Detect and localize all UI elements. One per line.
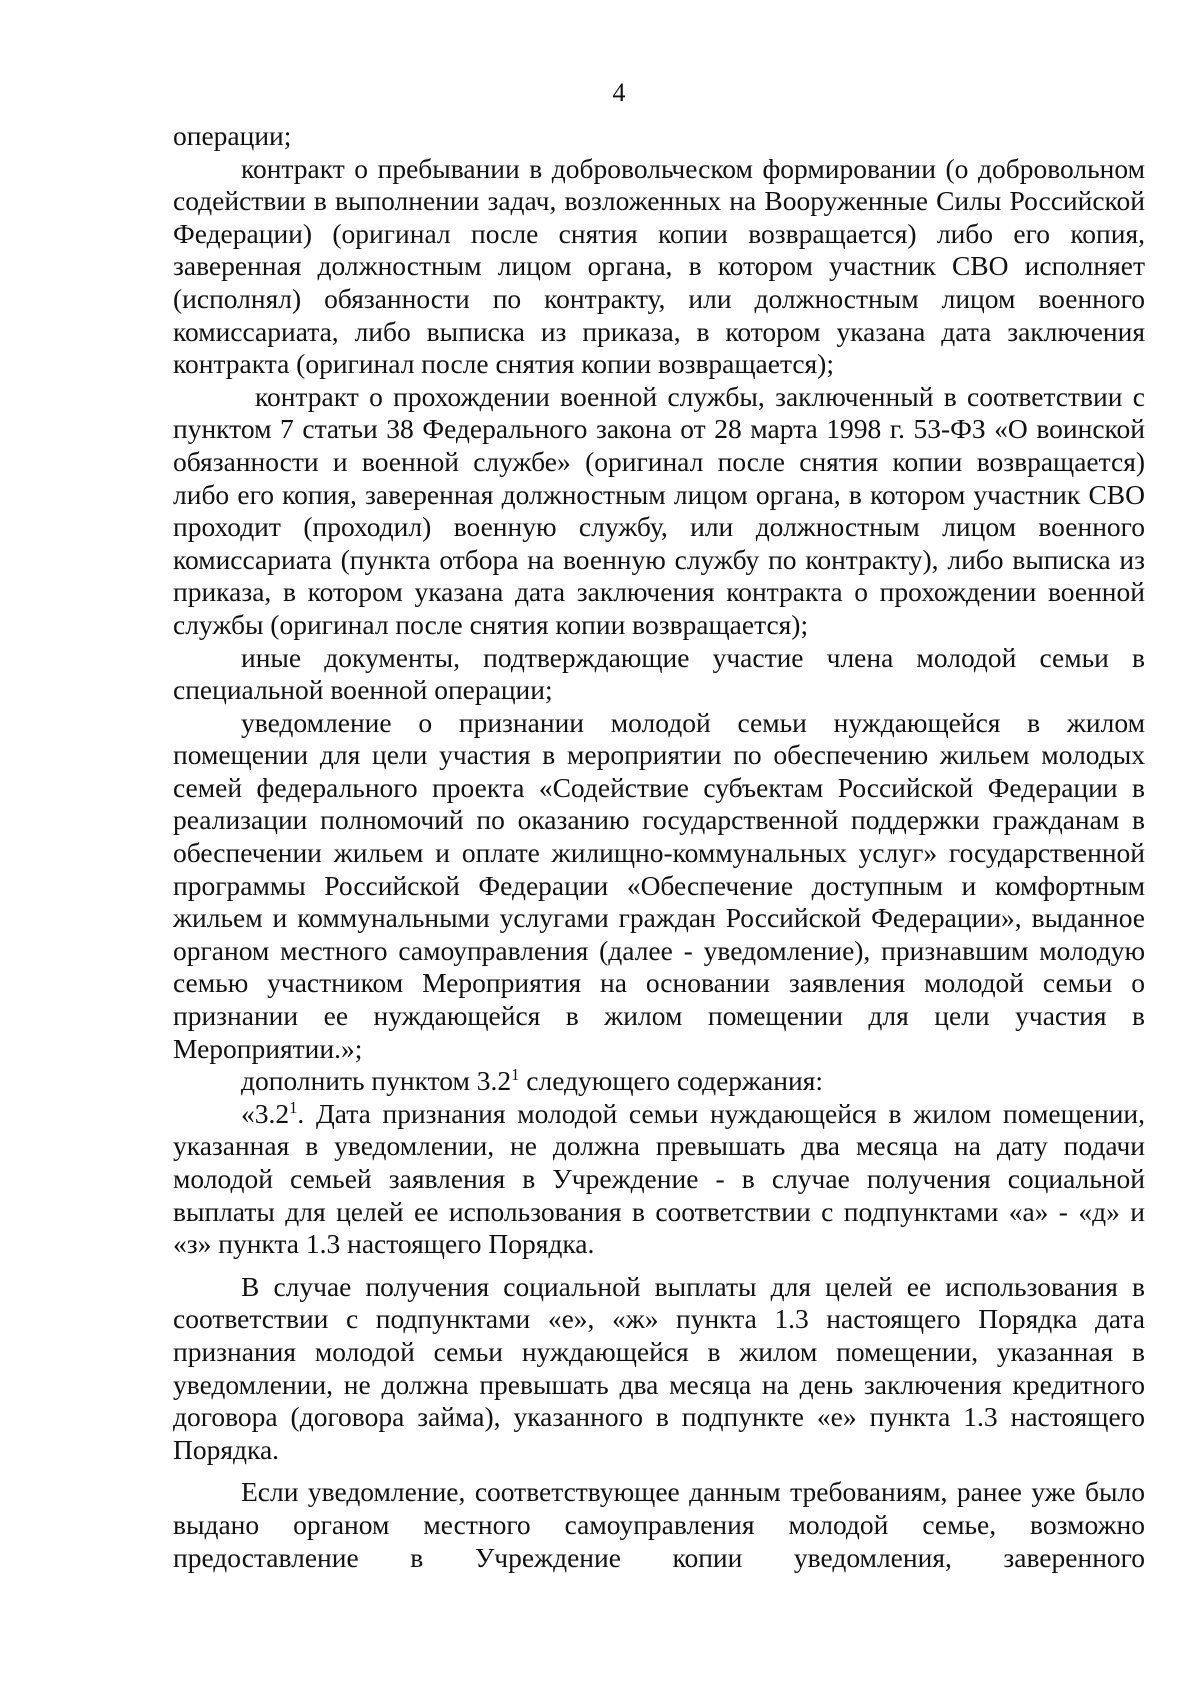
amendment-intro-superscript: 1: [511, 1065, 520, 1085]
paragraph-other-documents: иные документы, подтверждающие участие члена молодой семьи в специальной военной операции;: [173, 641, 1145, 706]
paragraph-continuation: операции;: [173, 120, 292, 151]
amendment-quote-superscript: 1: [289, 1097, 298, 1117]
paragraph-notification: уведомление о признании молодой семьи нуждающейся в жилом помещении для цели участия в мероприятии по обеспечению жильем молодых семей федерального проекта «Содействие субъектам Российской Федерации в реализации полномочий по оказанию государственной поддержки гражданам в обеспечении жильем и оплате жилищно-коммунальных услуг» государственной программы Российской Федерации «Обеспечение доступным и комфортным жильем и коммунальными услугами граждан Российской Федерации», выданное органом местного самоуправления (далее - уведомление), признавшим молодую семью участником Мероприятия на основании заявления молодой семьи о признании ее нуждающейся в жилом помещении для цели участия в Мероприятии.»;: [173, 706, 1145, 1064]
amendment-intro-text: дополнить пунктом 3.2: [241, 1065, 512, 1097]
paragraph-volunteer-contract: контракт о пребывании в добровольческом формировании (о добровольном содействии в выполнении задач, возложенных на Вооруженные Силы Российской Федерации) (оригинал после снятия копии возвращается) либо его копия, заверенная должностным лицом органа, в котором участник СВО исполняет (исполнял) обязанности по контракту, или должностным лицом военного комиссариата, либо выписка из приказа, в котором указана дата заключения контракта (оригинал после снятия копии возвращается);: [173, 152, 1145, 380]
paragraph-credit-case: В случае получения социальной выплаты для целей ее использования в соответствии с подпунктами «е», «ж» пункта 1.3 настоящего Порядка дата признания молодой семьи нуждающейся в жилом помещении, указанная в уведомлении, не должна превышать два месяца на день заключения кредитного договора (договора займа), указанного в подпункте «е» пункта 1.3 настоящего Порядка.: [173, 1270, 1145, 1465]
page-number: 4: [612, 78, 626, 107]
amendment-quote-body: . Дата признания молодой семьи нуждающейся в жилом помещении, указанная в уведомлении, не должна превышать два месяца на дату подачи молодой семьей заявления в Учреждение - в случае получения социальной выплаты для целей ее использования в соответствии с подпунктами «а» - «д» и «з» пункта 1.3 настоящего Порядка.: [173, 1097, 1145, 1260]
paragraph-amendment-intro: [173, 1065, 1145, 1098]
amendment-quote-start: «3.2: [241, 1097, 290, 1129]
paragraph-amendment-text: [173, 1098, 1145, 1261]
amendment-intro-tail: следующего содержания:: [519, 1065, 823, 1097]
document-body: [173, 120, 1145, 1574]
paragraph-previous-notification: Если уведомление, соответствующее данным требованиям, ранее уже было выдано органом местного самоуправления молодой семье, возможно предоставление в Учреждение копии уведомления, заверенного: [173, 1476, 1145, 1573]
paragraph-military-contract: контракт о прохождении военной службы, заключенный в соответствии с пунктом 7 статьи 38 Федерального закона от 28 марта 1998 г. 53-ФЗ «О воинской обязанности и военной службе» (оригинал после снятия копии возвращается) либо его копия, заверенная должностным лицом органа, в котором участник СВО проходит (проходил) военную службу, или должностным лицом военного комиссариата (пункта отбора на военную службу по контракту), либо выписка из приказа, в котором указана дата заключения контракта о прохождении военной службы (оригинал после снятия копии возвращается);: [173, 380, 1145, 640]
